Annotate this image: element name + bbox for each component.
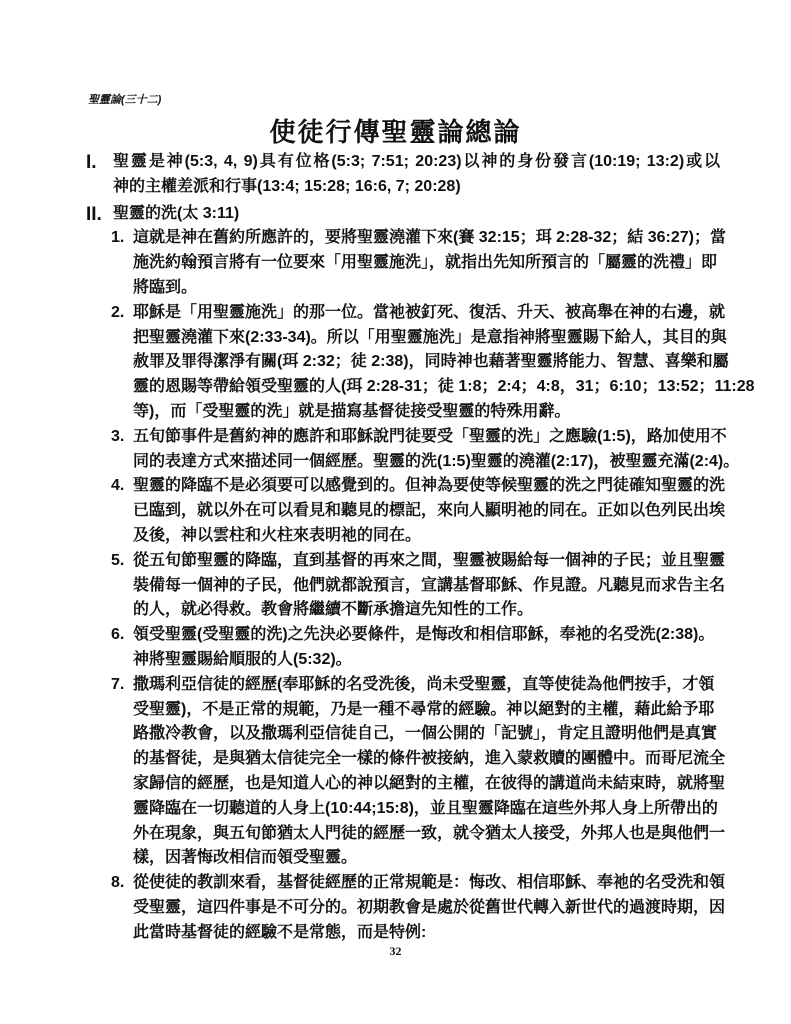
text-line: 的人，就必得救。教會將繼續不斷承擔這先知性的工作。	[133, 601, 534, 619]
item-text	[133, 474, 726, 548]
page-title: 使徒行傳聖靈論總論	[269, 117, 522, 147]
list-item	[111, 425, 740, 475]
text-line: 神的主權差派和行事(13:4; 15:28; 16:6, 7; 20:28)	[113, 177, 461, 195]
text-line: 家歸信的經歷，也是知道人心的神以絕對的主權，在彼得的講道尚未結束時，就將聖	[133, 774, 726, 792]
list-item	[111, 623, 715, 673]
item-number: 1.	[111, 229, 125, 247]
numbered-list	[111, 226, 755, 945]
text-line: 把聖靈澆灌下來(2:33-34)。所以「用聖靈施洗」是意指神將聖靈賜下給人，其目的與	[133, 328, 727, 346]
item-number: 5.	[111, 551, 125, 569]
text-line: 領受聖靈(受聖靈的洗)之先決必要條件，是悔改和相信耶穌，奉祂的名受洗(2:38)。	[133, 626, 715, 644]
item-number: 8.	[111, 874, 125, 892]
section-number: I.	[86, 152, 97, 173]
text-line: 樣，因著悔改相信而領受聖靈。	[133, 849, 358, 867]
item-text	[133, 673, 726, 871]
text-line: 的基督徒，是與猶太信徒完全一樣的條件被接納，進入蒙救贖的團體中。而哥尼流全	[133, 750, 726, 768]
text-line: 裝備每一個神的子民，他們就都說預言，宣講基督耶穌、作見證。凡聽見而求告主名	[133, 576, 726, 594]
text-line: 已臨到，就以外在可以看見和聽見的標記，來向人顯明祂的同在。正如以色列民出埃	[133, 502, 726, 520]
text-line: 聖靈是神(5:3, 4, 9)具有位格(5:3; 7:51; 20:23)以神的身份發言(10:19; 13:2)或以	[113, 153, 720, 170]
item-text	[133, 226, 726, 300]
text-line: 聖靈的降臨不是必須要可以感覺到的。但神為要使等候聖靈的洗之門徒確知聖靈的洗	[133, 477, 726, 495]
item-text	[133, 623, 715, 673]
page-number: 32	[389, 944, 402, 958]
text-line: 靈的恩賜等帶給領受聖靈的人(珥 2:28-31；徒 1:8；2:4；4:8，31；6:10；13:52；11:28	[133, 378, 755, 396]
item-number: 6.	[111, 626, 125, 644]
running-header: 聖靈論(三十二)	[88, 94, 162, 106]
text-line: 施洗約翰預言將有一位要來「用聖靈施洗」，就指出先知所預言的「屬靈的洗禮」即	[133, 254, 718, 272]
section-1	[86, 150, 720, 200]
list-item	[111, 871, 726, 945]
text-line: 受聖靈，這四件事是不可分的。初期教會是處於從舊世代轉入新世代的過渡時期，因	[133, 898, 726, 916]
text-line: 耶穌是「用聖靈施洗」的那一位。當祂被釘死、復活、升天、被高舉在神的右邊，就	[133, 303, 726, 321]
item-number: 7.	[111, 675, 125, 693]
text-line: 從使徒的教訓來看，基督徒經歷的正常規範是：悔改、相信耶穌、奉祂的名受洗和領	[133, 874, 726, 892]
list-item	[111, 673, 726, 871]
item-text	[133, 425, 740, 475]
text-line: 靈降臨在一切聽道的人身上(10:44;15:8)，並且聖靈降臨在這些外邦人身上所帶出的	[133, 799, 718, 817]
list-item	[111, 549, 726, 623]
item-text	[133, 549, 726, 623]
text-line: 五旬節事件是舊約神的應許和耶穌說門徒要受「聖靈的洗」之應驗(1:5)，路加使用不	[133, 427, 727, 445]
text-line: 聖靈的洗(太 3:11)	[113, 204, 240, 222]
item-number: 2.	[111, 303, 125, 321]
text-line: 此當時基督徒的經驗不是常態，而是特例:	[133, 923, 427, 941]
section-2	[86, 202, 720, 227]
text-line: 等)，而「受聖靈的洗」就是描寫基督徒接受聖靈的特殊用辭。	[133, 402, 571, 420]
section-number: II.	[86, 203, 102, 225]
list-item	[111, 226, 726, 300]
text-line: 這就是神在舊約所應許的，要將聖靈澆灌下來(賽 32:15；珥 2:28-32；結 36:27)；當	[133, 229, 726, 247]
text-line: 赦罪及罪得潔淨有關(珥 2:32；徒 2:38)，同時神也藉著聖靈將能力、智慧、喜樂和屬	[133, 353, 729, 371]
item-number: 3.	[111, 427, 125, 445]
text-line: 外在現象，與五旬節猶太人門徒的經歷一致，就令猶太人接受，外邦人也是與他們一	[133, 824, 726, 842]
text-line: 撒瑪利亞信徒的經歷(奉耶穌的名受洗後，尚未受聖靈，直等使徒為他們按手，才領	[133, 675, 715, 693]
text-line: 受聖靈)，不是正常的規範，乃是一種不尋常的經驗。神以絕對的主權，藉此給予耶	[133, 700, 715, 718]
text-line: 同的表達方式來描述同一個經歷。聖靈的洗(1:5)聖靈的澆灌(2:17)，被聖靈充滿(2:4)。	[133, 452, 740, 470]
text-line: 及後，神以雲柱和火柱來表明祂的同在。	[133, 526, 422, 544]
list-item	[111, 301, 755, 425]
item-text	[133, 301, 755, 425]
list-item	[111, 474, 726, 548]
text-line: 將臨到。	[133, 278, 198, 296]
item-number: 4.	[111, 477, 125, 495]
text-line: 從五旬節聖靈的降臨，直到基督的再來之間，聖靈被賜給每一個神的子民；並且聖靈	[133, 551, 726, 569]
text-line: 路撒冷教會，以及撒瑪利亞信徒自己，一個公開的「記號」，肯定且證明他們是真實	[133, 725, 718, 743]
item-text	[133, 871, 726, 945]
text-line: 神將聖靈賜給順服的人(5:32)。	[133, 650, 352, 668]
